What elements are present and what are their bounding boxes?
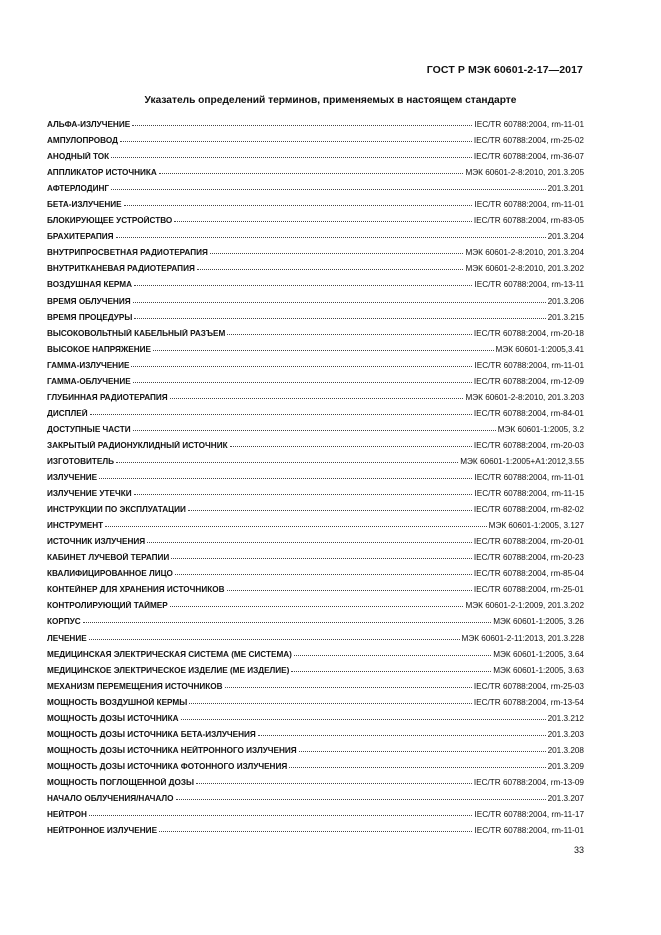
leader-dots — [171, 558, 472, 559]
leader-dots — [132, 125, 472, 126]
index-entry — [47, 232, 584, 248]
leader-dots — [153, 350, 494, 351]
entry-reference: МЭК 60601-1:2005, 3.2 — [497, 424, 584, 434]
index-entry — [47, 714, 584, 730]
entry-term: ВНУТРИТКАНЕВАЯ РАДИОТЕРАПИЯ — [47, 264, 195, 274]
entry-reference: IEC/TR 60788:2004, rm-36-07 — [473, 152, 584, 162]
leader-dots — [134, 318, 545, 319]
index-entry — [47, 810, 584, 826]
entry-reference: МЭК 60601-1:2005, 3.64 — [493, 649, 584, 659]
entry-term: ДИСПЛЕЙ — [47, 408, 88, 418]
entry-reference: МЭК 60601-1:2005, 3.127 — [488, 521, 584, 531]
entry-reference: IEC/TR 60788:2004, rm-11-15 — [474, 489, 584, 499]
index-entry — [47, 537, 584, 553]
entry-term: МОЩНОСТЬ ДОЗЫ ИСТОЧНИКА — [47, 713, 179, 723]
index-entry — [47, 698, 584, 714]
index-entry — [47, 248, 584, 264]
entry-term: ГАММА-ОБЛУЧЕНИЕ — [47, 376, 131, 386]
entry-term: ЛЕЧЕНИЕ — [47, 633, 87, 643]
entry-reference: МЭК 60601-2-8:2010, 201.3.204 — [465, 248, 584, 258]
leader-dots — [210, 253, 464, 254]
entry-term: ИНСТРУМЕНТ — [47, 521, 104, 531]
entry-reference: IEC/TR 60788:2004, rm-84-01 — [473, 408, 584, 418]
entry-reference: IEC/TR 60788:2004, rm-11-01 — [474, 120, 584, 129]
entry-reference: IEC/TR 60788:2004, rm-12-09 — [473, 376, 584, 386]
index-entry — [47, 634, 584, 650]
index-entry — [47, 361, 584, 377]
index-entry — [47, 569, 584, 585]
entry-reference: 201.3.204 — [547, 232, 584, 242]
index-entry — [47, 601, 584, 617]
entry-reference: IEC/TR 60788:2004, rm-13-11 — [474, 280, 584, 290]
index-entry — [47, 746, 584, 762]
leader-dots — [89, 639, 460, 640]
entry-term: ГАММА-ИЗЛУЧЕНИЕ — [47, 360, 130, 370]
index-entry — [47, 521, 584, 537]
entry-term: МОЩНОСТЬ ПОГЛОЩЕННОЙ ДОЗЫ — [47, 777, 194, 787]
entry-term: АППЛИКАТОР ИСТОЧНИКА — [47, 168, 157, 178]
entry-reference: IEC/TR 60788:2004, rm-11-01 — [474, 473, 584, 483]
leader-dots — [111, 157, 472, 158]
entry-reference: IEC/TR 60788:2004, rm-13-09 — [473, 777, 584, 787]
leader-dots — [299, 751, 546, 752]
entry-term: МОЩНОСТЬ ДОЗЫ ИСТОЧНИКА ФОТОННОГО ИЗЛУЧЕНИЯ — [47, 761, 288, 771]
index-entry — [47, 553, 584, 569]
entry-reference: IEC/TR 60788:2004, rm-25-01 — [473, 585, 584, 595]
leader-dots — [289, 767, 545, 768]
index-entry — [47, 505, 584, 521]
entry-reference: IEC/TR 60788:2004, rm-25-02 — [473, 136, 584, 146]
entry-term: ВРЕМЯ ОБЛУЧЕНИЯ — [47, 296, 131, 306]
index-entry — [47, 152, 584, 168]
entry-reference: 201.3.206 — [547, 296, 584, 306]
entry-reference: МЭК 60601-1:2005, 3.26 — [493, 617, 584, 627]
entry-reference: IEC/TR 60788:2004, rm-20-23 — [473, 553, 584, 563]
leader-dots — [131, 366, 472, 367]
entry-reference: МЭК 60601-2-11:2013, 201.3.228 — [461, 633, 584, 643]
index-entry — [47, 393, 584, 409]
index-entry — [47, 730, 584, 746]
entry-term: БРАХИТЕРАПИЯ — [47, 232, 114, 242]
leader-dots — [225, 687, 472, 688]
document-header: ГОСТ Р МЭК 60601-2-17—2017 — [426, 64, 583, 76]
entry-reference: 201.3.201 — [547, 184, 584, 194]
entry-reference: МЭК 60601-2-8:2010, 201.3.205 — [465, 168, 584, 178]
entry-term: ИНСТРУКЦИИ ПО ЭКСПЛУАТАЦИИ — [47, 505, 186, 515]
entry-term: ИСТОЧНИК ИЗЛУЧЕНИЯ — [47, 537, 146, 547]
leader-dots — [111, 189, 545, 190]
entry-term: БЛОКИРУЮЩЕЕ УСТРОЙСТВО — [47, 216, 173, 226]
leader-dots — [175, 574, 472, 575]
entry-reference: IEC/TR 60788:2004, rm-25-03 — [473, 681, 584, 691]
entry-term: БЕТА-ИЗЛУЧЕНИЕ — [47, 200, 122, 210]
entry-term: КОНТРОЛИРУЮЩИЙ ТАЙМЕР — [47, 601, 168, 611]
leader-dots — [294, 655, 491, 656]
entry-reference: МЭК 60601-2-8:2010, 201.3.202 — [465, 264, 584, 274]
entry-term: МЕДИЦИНСКАЯ ЭЛЕКТРИЧЕСКАЯ СИСТЕМА (МЕ СИСТЕМА) — [47, 649, 292, 659]
index-entry — [47, 441, 584, 457]
leader-dots — [189, 703, 472, 704]
leader-dots — [188, 510, 472, 511]
index-title: Указатель определений терминов, применяемых в настоящем стандарте — [144, 95, 517, 106]
entry-term: МОЩНОСТЬ ДОЗЫ ИСТОЧНИКА БЕТА-ИЗЛУЧЕНИЯ — [47, 729, 256, 739]
leader-dots — [133, 302, 546, 303]
entry-reference: IEC/TR 60788:2004, rm-85-04 — [473, 569, 584, 579]
leader-dots — [124, 205, 473, 206]
entry-term: НЕЙТРОН — [47, 810, 87, 820]
index-entry — [47, 585, 584, 601]
leader-dots — [159, 831, 472, 832]
leader-dots — [291, 671, 491, 672]
index-entry — [47, 425, 584, 441]
term-index-list — [47, 120, 584, 842]
leader-dots — [159, 173, 464, 174]
leader-dots — [116, 237, 546, 238]
entry-term: ИЗЛУЧЕНИЕ — [47, 473, 98, 483]
entry-reference: IEC/TR 60788:2004, rm-82-02 — [473, 505, 584, 515]
entry-term: ДОСТУПНЫЕ ЧАСТИ — [47, 424, 131, 434]
index-entry — [47, 313, 584, 329]
leader-dots — [196, 783, 472, 784]
index-entry — [47, 762, 584, 778]
entry-reference: 201.3.208 — [547, 745, 584, 755]
leader-dots — [133, 430, 496, 431]
entry-reference: МЭК 60601-1:2005, 3.63 — [493, 665, 584, 675]
leader-dots — [99, 478, 472, 479]
leader-dots — [176, 799, 546, 800]
entry-term: ИЗГОТОВИТЕЛЬ — [47, 456, 114, 466]
index-entry — [47, 377, 584, 393]
entry-term: ВЫСОКОВОЛЬТНЫЙ КАБЕЛЬНЫЙ РАЗЪЕМ — [47, 328, 226, 338]
entry-term: ВЫСОКОЕ НАПРЯЖЕНИЕ — [47, 344, 151, 354]
entry-term: КВАЛИФИЦИРОВАННОЕ ЛИЦО — [47, 569, 173, 579]
index-entry — [47, 184, 584, 200]
entry-reference: МЭК 60601-1:2005,3.41 — [495, 344, 584, 354]
index-entry — [47, 216, 584, 232]
index-entry — [47, 666, 584, 682]
index-entry — [47, 200, 584, 216]
entry-term: АФТЕРЛОДИНГ — [47, 184, 110, 194]
leader-dots — [227, 334, 472, 335]
page-number: 33 — [573, 845, 584, 855]
index-entry — [47, 617, 584, 633]
leader-dots — [83, 622, 492, 623]
index-entry — [47, 489, 584, 505]
entry-reference: IEC/TR 60788:2004, rm-11-17 — [474, 810, 584, 820]
entry-term: АЛЬФА-ИЗЛУЧЕНИЕ — [47, 120, 131, 129]
leader-dots — [197, 269, 464, 270]
index-entry — [47, 136, 584, 152]
entry-reference: IEC/TR 60788:2004, rm-11-01 — [474, 200, 584, 210]
entry-term: МЕДИЦИНСКОЕ ЭЛЕКТРИЧЕСКОЕ ИЗДЕЛИЕ (МЕ ИЗДЕЛИЕ) — [47, 665, 290, 675]
entry-term: МОЩНОСТЬ ВОЗДУШНОЙ КЕРМЫ — [47, 697, 188, 707]
entry-term: ГЛУБИННАЯ РАДИОТЕРАПИЯ — [47, 392, 168, 402]
leader-dots — [258, 735, 546, 736]
entry-reference: 201.3.209 — [547, 761, 584, 771]
leader-dots — [134, 285, 472, 286]
index-entry — [47, 280, 584, 296]
entry-term: ЗАКРЫТЫЙ РАДИОНУКЛИДНЫЙ ИСТОЧНИК — [47, 440, 228, 450]
entry-reference: IEC/TR 60788:2004, rm-11-01 — [474, 826, 584, 836]
entry-term: КОРПУС — [47, 617, 81, 627]
index-entry — [47, 264, 584, 280]
entry-reference: 201.3.207 — [547, 793, 584, 803]
index-entry — [47, 457, 584, 473]
entry-term: ВОЗДУШНАЯ КЕРМА — [47, 280, 132, 290]
entry-reference: IEC/TR 60788:2004, rm-83-05 — [473, 216, 584, 226]
index-entry — [47, 826, 584, 842]
leader-dots — [227, 590, 472, 591]
index-entry — [47, 778, 584, 794]
leader-dots — [120, 141, 472, 142]
index-entry — [47, 120, 584, 136]
entry-reference: IEC/TR 60788:2004, rm-11-01 — [474, 360, 584, 370]
leader-dots — [89, 815, 473, 816]
entry-term: ВНУТРИПРОСВЕТНАЯ РАДИОТЕРАПИЯ — [47, 248, 208, 258]
entry-term: АМПУЛОПРОВОД — [47, 136, 118, 146]
leader-dots — [133, 382, 472, 383]
leader-dots — [181, 719, 546, 720]
entry-term: АНОДНЫЙ ТОК — [47, 152, 110, 162]
index-entry — [47, 345, 584, 361]
index-entry — [47, 297, 584, 313]
leader-dots — [174, 221, 472, 222]
leader-dots — [134, 494, 473, 495]
entry-reference: 201.3.212 — [547, 713, 584, 723]
entry-reference: МЭК 60601-1:2005+А1:2012,3.55 — [460, 456, 584, 466]
entry-reference: IEC/TR 60788:2004, rm-13-54 — [473, 697, 584, 707]
leader-dots — [105, 526, 487, 527]
index-entry — [47, 650, 584, 666]
index-entry — [47, 473, 584, 489]
index-entry — [47, 168, 584, 184]
entry-reference: IEC/TR 60788:2004, rm-20-18 — [473, 328, 584, 338]
entry-term: МОЩНОСТЬ ДОЗЫ ИСТОЧНИКА НЕЙТРОННОГО ИЗЛУЧЕНИЯ — [47, 745, 297, 755]
entry-term: КАБИНЕТ ЛУЧЕВОЙ ТЕРАПИИ — [47, 553, 170, 563]
leader-dots — [170, 398, 464, 399]
entry-reference: IEC/TR 60788:2004, rm-20-03 — [473, 440, 584, 450]
entry-term: НЕЙТРОННОЕ ИЗЛУЧЕНИЕ — [47, 826, 158, 836]
entry-term: ВРЕМЯ ПРОЦЕДУРЫ — [47, 312, 133, 322]
leader-dots — [116, 462, 458, 463]
index-entry — [47, 409, 584, 425]
index-entry — [47, 794, 584, 810]
entry-term: НАЧАЛО ОБЛУЧЕНИЯ/НАЧАЛО — [47, 793, 174, 803]
leader-dots — [90, 414, 472, 415]
index-entry — [47, 329, 584, 345]
entry-term: МЕХАНИЗМ ПЕРЕМЕЩЕНИЯ ИСТОЧНИКОВ — [47, 681, 223, 691]
entry-reference: 201.3.215 — [547, 312, 584, 322]
entry-term: КОНТЕЙНЕР ДЛЯ ХРАНЕНИЯ ИСТОЧНИКОВ — [47, 585, 225, 595]
entry-reference: 201.3.203 — [547, 729, 584, 739]
index-entry — [47, 682, 584, 698]
leader-dots — [170, 606, 464, 607]
leader-dots — [230, 446, 472, 447]
entry-reference: МЭК 60601-2-1:2009, 201.3.202 — [465, 601, 584, 611]
entry-reference: МЭК 60601-2-8:2010, 201.3.203 — [465, 392, 584, 402]
leader-dots — [147, 542, 472, 543]
entry-term: ИЗЛУЧЕНИЕ УТЕЧКИ — [47, 489, 132, 499]
entry-reference: IEC/TR 60788:2004, rm-20-01 — [473, 537, 584, 547]
